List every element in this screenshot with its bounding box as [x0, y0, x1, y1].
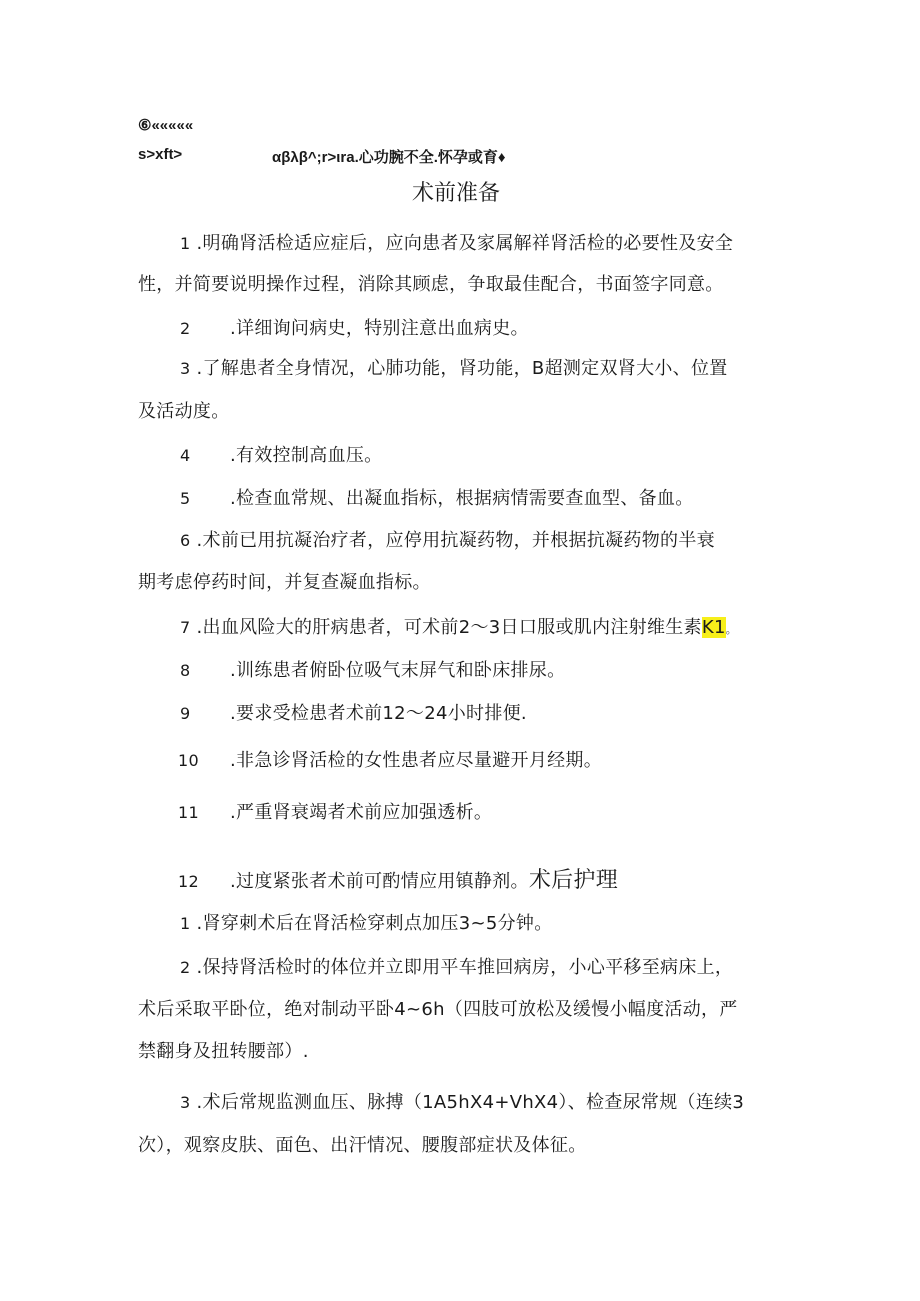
preop-item-6-cont: 期考虑停药时间，并复查凝血指标。 [138, 572, 431, 593]
item-number: 8 [180, 661, 191, 680]
section-title-postop: 术后护理 [528, 868, 619, 893]
preop-item-1-cont: 性，并简要说明操作过程，消除其顾虑，争取最佳配合，书面签字同意。 [138, 274, 724, 295]
item-number: 9 [180, 704, 191, 723]
item-text: .非急诊肾活检的女性患者应尽量避开月经期。 [230, 750, 603, 771]
item-text: .训练患者俯卧位吸气末屏气和卧床排尿。 [230, 660, 566, 681]
item-text-tail: 。 [725, 623, 738, 636]
item-number: 2 [180, 319, 191, 338]
header-line-1: ⑥««««« [138, 117, 194, 134]
preop-item-11 [178, 798, 492, 824]
item-number: 11 [178, 803, 199, 822]
item-number: 1 [180, 914, 191, 933]
postop-item-2-cont-2: 禁翻身及扭转腰部）. [138, 1041, 309, 1062]
item-text: .详细询问病史，特别注意出血病史。 [230, 318, 529, 339]
preop-item-3-cont: 及活动度。 [138, 401, 230, 422]
item-number: 3 [180, 359, 191, 378]
preop-item-2 [180, 314, 529, 340]
item-number: 4 [180, 446, 191, 465]
preop-item-4 [180, 441, 382, 467]
preop-item-9 [180, 699, 527, 725]
item-text: .严重肾衰竭者术前应加强透析。 [230, 802, 493, 823]
preop-item-6 [180, 526, 715, 552]
item-text: .出血风险大的肝病患者，可术前2～3日口服或肌内注射维生素 [196, 617, 702, 638]
item-number: 2 [180, 958, 191, 977]
item-number: 5 [180, 489, 191, 508]
postop-item-2-cont-1: 术后采取平卧位，绝对制动平卧4~6h（四肢可放松及缓慢小幅度活动，严 [138, 999, 738, 1020]
item-number: 3 [180, 1093, 191, 1112]
preop-item-7 [180, 613, 737, 639]
preop-item-1 [180, 229, 733, 255]
highlighted-text: K1 [701, 617, 726, 638]
item-text: .术后常规监测血压、脉搏（1A5hX4+VhX4）、检查尿常规（连续3 [196, 1092, 745, 1113]
preop-item-12 [178, 863, 618, 894]
item-text: .明确肾活检适应症后，应向患者及家属解祥肾活检的必要性及安全 [196, 233, 734, 254]
item-number: 12 [178, 872, 199, 891]
item-number: 6 [180, 531, 191, 550]
item-text: .有效控制高血压。 [230, 445, 383, 466]
header-line-2-left: s>xft> [138, 146, 183, 163]
section-title-preop: 术前准备 [412, 181, 501, 206]
postop-item-3-cont: 次），观察皮肤、面色、出汗情况、腰腹部症状及体征。 [138, 1135, 587, 1156]
postop-item-2 [180, 953, 733, 979]
item-number: 10 [178, 751, 199, 770]
preop-item-3 [180, 354, 728, 380]
item-text: .检查血常规、出凝血指标，根据病情需要查血型、备血。 [230, 488, 694, 509]
postop-item-3 [180, 1088, 744, 1114]
item-text: .术前已用抗凝治疗者，应停用抗凝药物，并根据抗凝药物的半衰 [196, 530, 715, 551]
item-number: 1 [180, 234, 191, 253]
item-number: 7 [180, 618, 191, 637]
item-text: .保持肾活检时的体位并立即用平车推回病房，小心平移至病床上， [196, 957, 734, 978]
header-line-2-right: αβλβ^;r>ιra.心功腕不全.怀孕或育♦ [272, 149, 506, 166]
item-text: .肾穿刺术后在肾活检穿刺点加压3~5分钟。 [196, 913, 553, 934]
item-text: .了解患者全身情况，心肺功能，肾功能，B超测定双肾大小、位置 [196, 358, 728, 379]
preop-item-5 [180, 484, 694, 510]
preop-item-10 [178, 746, 602, 772]
preop-item-8 [180, 656, 565, 682]
item-text: .过度紧张者术前可酌情应用镇静剂。 [230, 871, 529, 892]
item-text: .要求受检患者术前12～24小时排便. [230, 703, 527, 724]
postop-item-1 [180, 909, 553, 935]
